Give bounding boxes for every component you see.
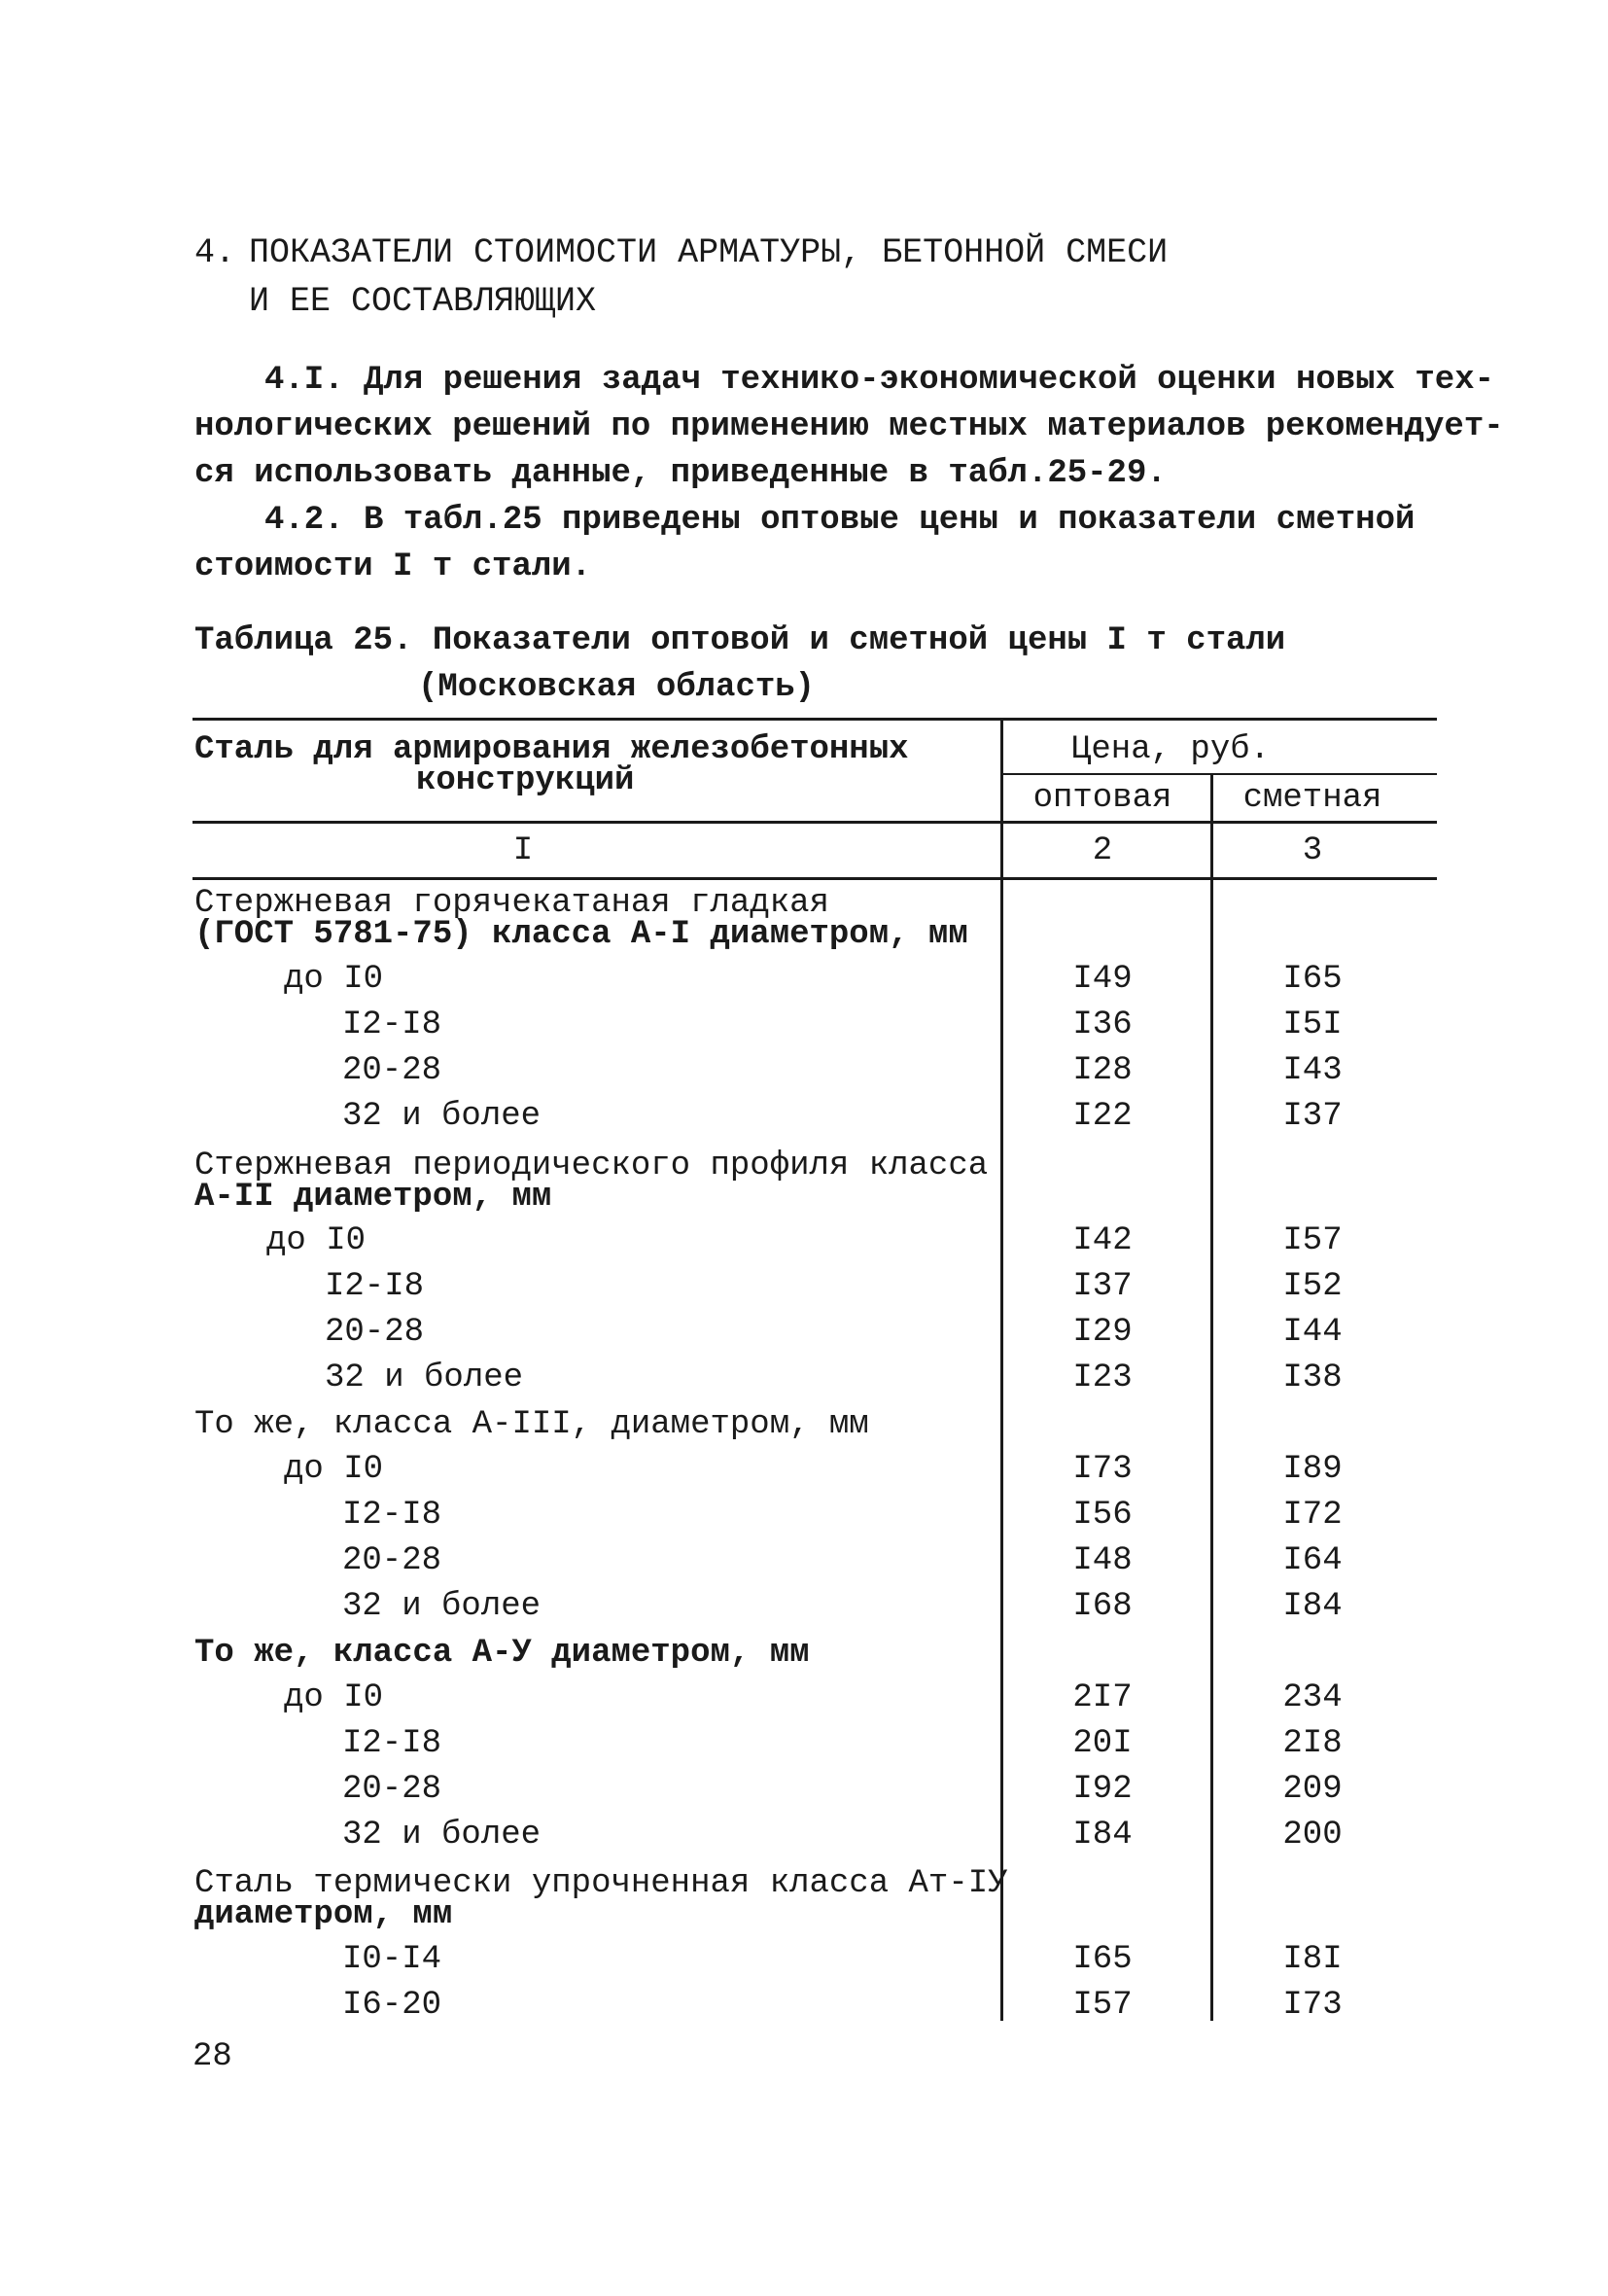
col-numbers-rule	[192, 877, 1437, 880]
column-divider-1	[1000, 718, 1003, 2021]
row-label: до I0	[284, 1451, 384, 1488]
header-bottom-rule	[192, 821, 1437, 824]
row-wholesale-price: I29	[1072, 1314, 1133, 1351]
row-label: I2-I8	[325, 1268, 425, 1305]
row-label: I0-I4	[342, 1941, 442, 1978]
row-label: 32 и более	[342, 1588, 542, 1625]
row-estimate-price: I73	[1282, 1987, 1343, 2024]
row-label: I2-I8	[342, 1007, 442, 1043]
row-estimate-price: I37	[1282, 1098, 1343, 1135]
col-number-2: 2	[1092, 832, 1113, 869]
paragraph-4-1-line-2: нологических решений по применению местных материалов рекомендует-	[194, 408, 1504, 445]
row-label: 32 и более	[342, 1817, 542, 1854]
table-top-rule	[192, 718, 1437, 721]
section-title-line1: ПОКАЗАТЕЛИ СТОИМОСТИ АРМАТУРЫ, БЕТОННОЙ СМЕСИ	[249, 233, 1169, 272]
section-title-line2: И ЕЕ СОСТАВЛЯЮЩИХ	[249, 282, 597, 321]
row-estimate-price: I44	[1282, 1314, 1343, 1351]
row-wholesale-price: 2I7	[1072, 1679, 1133, 1716]
header-col2: оптовая	[1032, 780, 1172, 817]
paragraph-4-1-line-3: ся использовать данные, приведенные в табл.25-29.	[194, 455, 1167, 492]
row-label: I6-20	[342, 1987, 442, 2024]
row-estimate-price: 234	[1282, 1679, 1343, 1716]
row-estimate-price: I57	[1282, 1222, 1343, 1259]
header-col1-line2: конструкций	[416, 762, 635, 799]
row-label: 20-28	[325, 1314, 425, 1351]
row-wholesale-price: I92	[1072, 1771, 1133, 1808]
row-wholesale-price: I36	[1072, 1007, 1133, 1043]
row-label: I2-I8	[342, 1497, 442, 1534]
row-estimate-price: 2I8	[1282, 1725, 1343, 1762]
group-title-line: диаметром, мм	[194, 1896, 453, 1933]
row-label: 20-28	[342, 1771, 442, 1808]
row-wholesale-price: I49	[1072, 961, 1133, 998]
row-estimate-price: I64	[1282, 1542, 1343, 1579]
row-wholesale-price: I84	[1072, 1817, 1133, 1854]
row-estimate-price: I8I	[1282, 1941, 1343, 1978]
row-estimate-price: I43	[1282, 1052, 1343, 1089]
group-title-line: Стержневая периодического профиля класса	[194, 1148, 989, 1184]
page-number: 28	[192, 2038, 232, 2075]
row-estimate-price: I5I	[1282, 1007, 1343, 1043]
row-label: до I0	[266, 1222, 367, 1259]
row-estimate-price: I84	[1282, 1588, 1343, 1625]
row-label: 20-28	[342, 1052, 442, 1089]
row-estimate-price: I38	[1282, 1360, 1343, 1396]
row-label: I2-I8	[342, 1725, 442, 1762]
row-estimate-price: I72	[1282, 1497, 1343, 1534]
row-wholesale-price: 20I	[1072, 1725, 1133, 1762]
header-price-group: Цена, руб.	[1071, 731, 1271, 768]
row-wholesale-price: I68	[1072, 1588, 1133, 1625]
row-wholesale-price: I37	[1072, 1268, 1133, 1305]
group-title-line: То же, класса А-У диаметром, мм	[194, 1635, 810, 1672]
row-estimate-price: I89	[1282, 1451, 1343, 1488]
row-label: 32 и более	[325, 1360, 524, 1396]
paragraph-4-1-line-1: 4.I. Для решения задач технико-экономической оценки новых тех-	[264, 362, 1495, 399]
group-title-line: А-II диаметром, мм	[194, 1179, 552, 1216]
row-wholesale-price: I42	[1072, 1222, 1133, 1259]
row-wholesale-price: I57	[1072, 1987, 1133, 2024]
row-label: до I0	[284, 961, 384, 998]
row-estimate-price: I65	[1282, 961, 1343, 998]
row-wholesale-price: I23	[1072, 1360, 1133, 1396]
row-label: до I0	[284, 1679, 384, 1716]
section-number: 4.	[194, 233, 236, 272]
paragraph-4-2-line-1: 4.2. В табл.25 приведены оптовые цены и показатели сметной	[264, 502, 1416, 539]
row-estimate-price: 209	[1282, 1771, 1343, 1808]
table-caption-line1: Таблица 25. Показатели оптовой и сметной цены I т стали	[194, 622, 1286, 659]
col-number-1: I	[512, 832, 534, 869]
row-wholesale-price: I28	[1072, 1052, 1133, 1089]
header-col1-line1: Сталь для армирования железобетонных	[194, 731, 909, 768]
row-wholesale-price: I48	[1072, 1542, 1133, 1579]
header-col3: сметная	[1242, 780, 1382, 817]
row-wholesale-price: I73	[1072, 1451, 1133, 1488]
row-estimate-price: I52	[1282, 1268, 1343, 1305]
row-label: 20-28	[342, 1542, 442, 1579]
paragraph-4-2-line-2: стоимости I т стали.	[194, 548, 592, 585]
group-title-line: То же, класса А-III, диаметром, мм	[194, 1406, 869, 1443]
row-wholesale-price: I22	[1072, 1098, 1133, 1135]
row-wholesale-price: I56	[1072, 1497, 1133, 1534]
row-estimate-price: 200	[1282, 1817, 1343, 1854]
price-group-rule	[1001, 773, 1437, 775]
col-number-3: 3	[1302, 832, 1323, 869]
column-divider-2	[1210, 773, 1213, 2021]
row-label: 32 и более	[342, 1098, 542, 1135]
group-title-line: Стержневая горячекатаная гладкая	[194, 885, 829, 922]
group-title-line: Сталь термически упрочненная класса Ат-IУ	[194, 1865, 1008, 1902]
table-caption-line2: (Московская область)	[418, 669, 816, 706]
group-title-line: (ГОСТ 5781-75) класса А-I диаметром, мм	[194, 916, 968, 953]
row-wholesale-price: I65	[1072, 1941, 1133, 1978]
